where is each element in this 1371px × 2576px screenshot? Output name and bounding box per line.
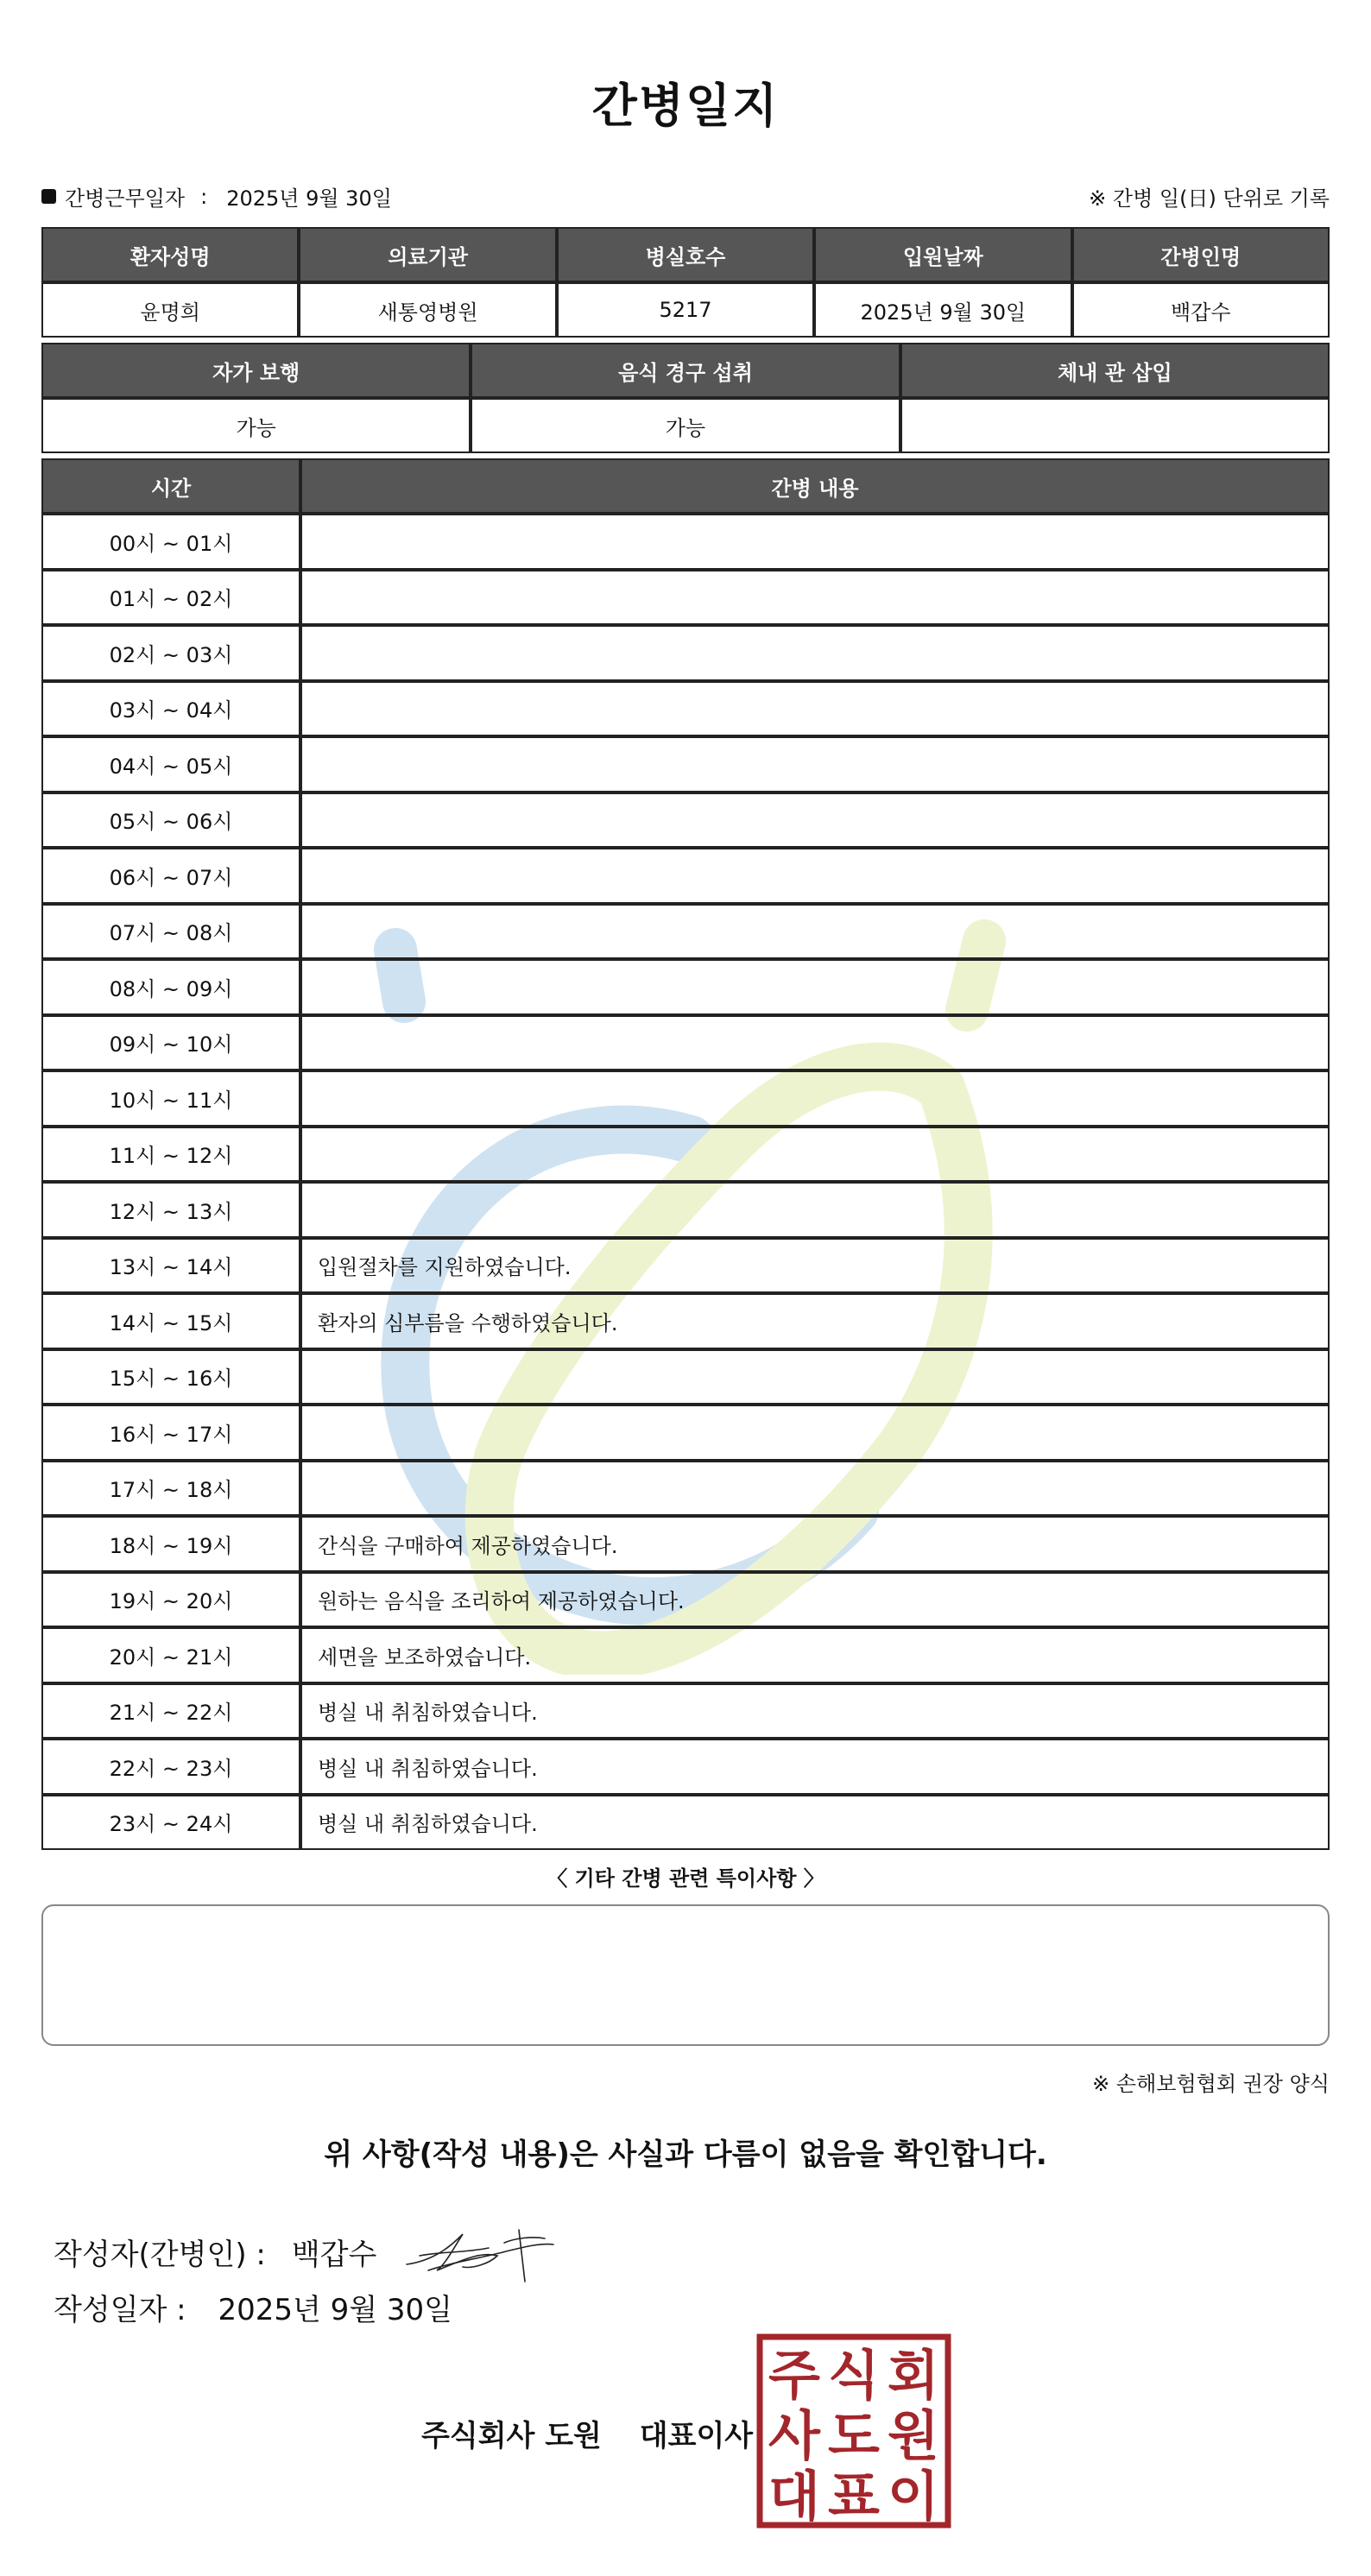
tube-insertion-value <box>900 398 1330 453</box>
schedule-content-cell <box>300 904 1330 960</box>
hourly-care-table <box>41 458 1330 1850</box>
schedule-content-cell: 병실 내 취침하였습니다. <box>300 1795 1330 1851</box>
writer-row <box>54 2217 558 2286</box>
schedule-time-cell: 10시 ~ 11시 <box>41 1070 300 1127</box>
schedule-row <box>41 1627 1330 1683</box>
schedule-time-cell: 20시 ~ 21시 <box>41 1627 300 1683</box>
schedule-row <box>41 1182 1330 1238</box>
svg-text:원: 원 <box>888 2404 939 2467</box>
special-notes-box <box>41 1904 1330 2046</box>
schedule-time-cell: 17시 ~ 18시 <box>41 1461 300 1517</box>
meta-row <box>41 181 1330 216</box>
confirmation-statement: 위 사항(작성 내용)은 사실과 다름이 없음을 확인합니다. <box>324 2137 1047 2172</box>
schedule-row <box>41 570 1330 626</box>
schedule-row <box>41 1461 1330 1517</box>
svg-text:식: 식 <box>828 2344 880 2407</box>
care-content-column-header: 간병 내용 <box>300 458 1330 514</box>
schedule-content-cell: 입원절차를 지원하였습니다. <box>300 1238 1330 1294</box>
schedule-row <box>41 1683 1330 1739</box>
schedule-time-cell: 07시 ~ 08시 <box>41 904 300 960</box>
patient-header-cell: 간병인명 <box>1072 227 1330 282</box>
self-walking-value: 가능 <box>41 398 471 453</box>
schedule-time-cell: 11시 ~ 12시 <box>41 1127 300 1183</box>
company-seal-stamp <box>756 2333 951 2529</box>
svg-text:대: 대 <box>768 2465 820 2528</box>
written-date-label: 작성일자 : <box>54 2293 186 2327</box>
company-row <box>421 2412 753 2454</box>
schedule-time-cell: 19시 ~ 20시 <box>41 1572 300 1628</box>
room-number-value: 5217 <box>557 282 814 338</box>
form-source-note: ※ 손해보험협회 권장 양식 <box>1092 2072 1330 2096</box>
schedule-content-cell <box>300 959 1330 1015</box>
written-date-value: 2025년 9월 30일 <box>218 2293 453 2327</box>
oral-intake-value: 가능 <box>471 398 900 453</box>
schedule-time-cell: 16시 ~ 17시 <box>41 1405 300 1461</box>
schedule-content-cell <box>300 792 1330 849</box>
schedule-content-cell <box>300 625 1330 681</box>
svg-text:표: 표 <box>828 2465 880 2528</box>
schedule-time-cell: 12시 ~ 13시 <box>41 1182 300 1238</box>
svg-text:회: 회 <box>888 2344 939 2407</box>
svg-text:사: 사 <box>768 2404 820 2467</box>
schedule-row <box>41 625 1330 681</box>
hospital-value: 새통영병원 <box>299 282 556 338</box>
patient-value-row <box>41 282 1330 338</box>
schedule-content-cell <box>300 1182 1330 1238</box>
schedule-time-cell: 04시 ~ 05시 <box>41 736 300 792</box>
schedule-row <box>41 1349 1330 1405</box>
schedule-content-cell: 환자의 심부름을 수행하였습니다. <box>300 1293 1330 1349</box>
patient-header-cell: 환자성명 <box>41 227 299 282</box>
schedule-body <box>41 514 1330 1850</box>
schedule-content-cell <box>300 681 1330 737</box>
schedule-row <box>41 1127 1330 1183</box>
schedule-row <box>41 1516 1330 1572</box>
work-date-section <box>41 181 392 212</box>
work-date-value: 2025년 9월 30일 <box>226 186 392 211</box>
schedule-row <box>41 959 1330 1015</box>
handwritten-signature <box>402 2217 558 2286</box>
schedule-time-cell: 06시 ~ 07시 <box>41 848 300 904</box>
schedule-time-cell: 22시 ~ 23시 <box>41 1739 300 1795</box>
schedule-row <box>41 1795 1330 1851</box>
company-name: 주식회사 도원 <box>421 2419 602 2453</box>
status-header-cell: 자가 보행 <box>41 343 471 398</box>
status-header-cell: 체내 관 삽입 <box>900 343 1330 398</box>
schedule-row <box>41 1238 1330 1294</box>
schedule-content-cell <box>300 1461 1330 1517</box>
schedule-time-cell: 15시 ~ 16시 <box>41 1349 300 1405</box>
schedule-time-cell: 08시 ~ 09시 <box>41 959 300 1015</box>
schedule-row <box>41 736 1330 792</box>
patient-status-table <box>41 343 1330 453</box>
schedule-row <box>41 1015 1330 1071</box>
schedule-row <box>41 681 1330 737</box>
schedule-header-row <box>41 458 1330 514</box>
schedule-row <box>41 514 1330 570</box>
schedule-row <box>41 848 1330 904</box>
work-date-label: 간병근무일자 <box>65 186 186 211</box>
patient-header-cell: 입원날짜 <box>814 227 1071 282</box>
patient-header-cell: 의료기관 <box>299 227 556 282</box>
patient-name-value: 윤명희 <box>41 282 299 338</box>
schedule-row <box>41 1739 1330 1795</box>
schedule-content-cell: 원하는 음식을 조리하여 제공하였습니다. <box>300 1572 1330 1628</box>
schedule-content-cell: 세면을 보조하였습니다. <box>300 1627 1330 1683</box>
schedule-time-cell: 14시 ~ 15시 <box>41 1293 300 1349</box>
schedule-time-cell: 18시 ~ 19시 <box>41 1516 300 1572</box>
schedule-time-cell: 05시 ~ 06시 <box>41 792 300 849</box>
status-header-row <box>41 343 1330 398</box>
record-unit-note: ※ 간병 일(日) 단위로 기록 <box>1089 186 1330 211</box>
schedule-content-cell <box>300 1127 1330 1183</box>
schedule-time-cell: 01시 ~ 02시 <box>41 570 300 626</box>
schedule-time-cell: 23시 ~ 24시 <box>41 1795 300 1851</box>
schedule-content-cell <box>300 848 1330 904</box>
svg-text:도: 도 <box>828 2404 880 2467</box>
admission-date-value: 2025년 9월 30일 <box>814 282 1071 338</box>
schedule-row <box>41 1572 1330 1628</box>
schedule-row <box>41 1405 1330 1461</box>
schedule-content-cell: 병실 내 취침하였습니다. <box>300 1683 1330 1739</box>
schedule-content-cell <box>300 1405 1330 1461</box>
schedule-time-cell: 02시 ~ 03시 <box>41 625 300 681</box>
schedule-time-cell: 03시 ~ 04시 <box>41 681 300 737</box>
special-notes-caption: 〈 기타 간병 관련 특이사항 〉 <box>547 1866 824 1891</box>
schedule-content-cell <box>300 1070 1330 1127</box>
patient-header-cell: 병실호수 <box>557 227 814 282</box>
caregiver-name-value: 백갑수 <box>1072 282 1330 338</box>
schedule-content-cell <box>300 570 1330 626</box>
status-value-row <box>41 398 1330 453</box>
schedule-content-cell <box>300 1349 1330 1405</box>
schedule-content-cell <box>300 736 1330 792</box>
svg-text:이: 이 <box>888 2465 939 2528</box>
status-header-cell: 음식 경구 섭취 <box>471 343 900 398</box>
ceo-title: 대표이사 <box>639 2419 754 2453</box>
writer-label: 작성자(간병인) : <box>54 2237 266 2272</box>
schedule-content-cell <box>300 1015 1330 1071</box>
svg-text:주: 주 <box>768 2344 820 2407</box>
patient-info-table <box>41 227 1330 338</box>
schedule-row <box>41 1293 1330 1349</box>
work-date-separator: : <box>200 184 208 209</box>
schedule-content-cell: 간식을 구매하여 제공하였습니다. <box>300 1516 1330 1572</box>
square-bullet-icon <box>41 189 56 204</box>
schedule-time-cell: 21시 ~ 22시 <box>41 1683 300 1739</box>
schedule-row <box>41 904 1330 960</box>
schedule-content-cell: 병실 내 취침하였습니다. <box>300 1739 1330 1795</box>
schedule-time-cell: 00시 ~ 01시 <box>41 514 300 570</box>
document-title: 간병일지 <box>591 79 780 133</box>
schedule-content-cell <box>300 514 1330 570</box>
schedule-time-cell: 13시 ~ 14시 <box>41 1238 300 1294</box>
schedule-row <box>41 1070 1330 1127</box>
schedule-row <box>41 792 1330 849</box>
schedule-time-cell: 09시 ~ 10시 <box>41 1015 300 1071</box>
writer-name: 백갑수 <box>291 2237 377 2272</box>
written-date-row <box>54 2286 452 2328</box>
patient-header-row <box>41 227 1330 282</box>
time-column-header: 시간 <box>41 458 300 514</box>
